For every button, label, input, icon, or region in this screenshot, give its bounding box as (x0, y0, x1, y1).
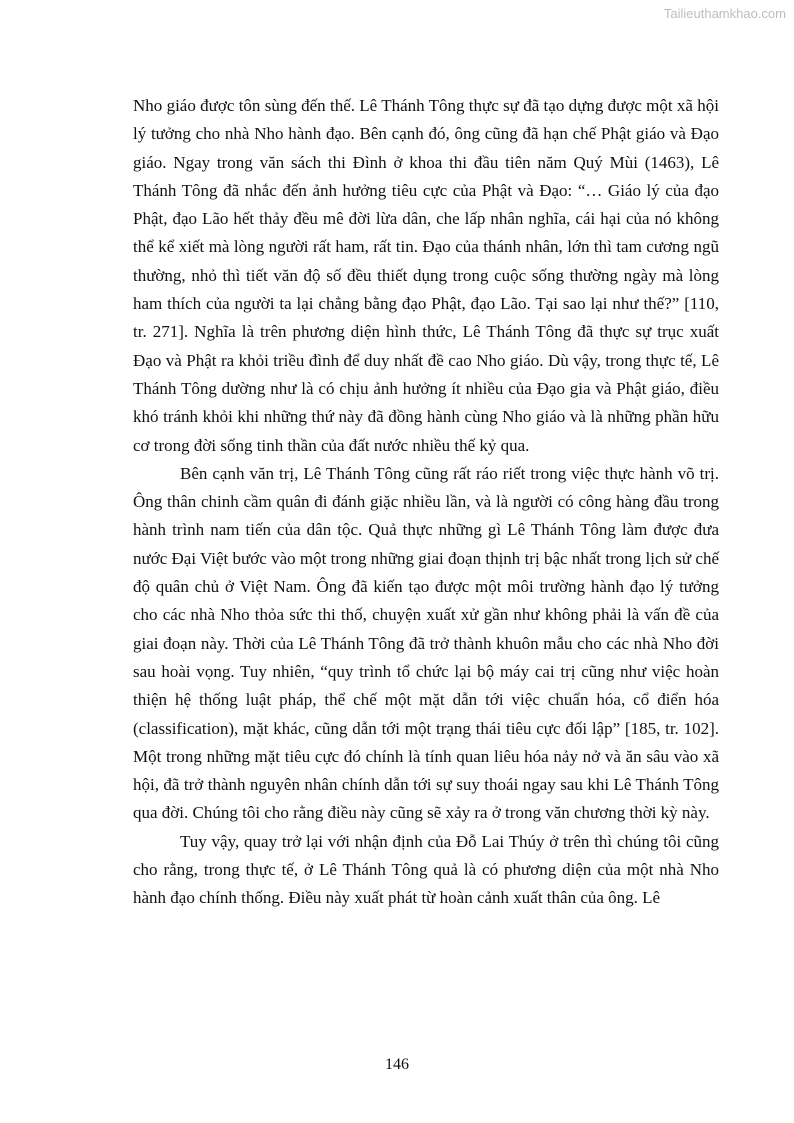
paragraph-2: Bên cạnh văn trị, Lê Thánh Tông cũng rất ráo riết trong việc thực hành võ trị. Ông thân chinh cầm quân đi đánh giặc nhiều lần, và là người có công hàng đầu trong hành trình nam tiến của dân tộc. Quả thực những gì Lê Thánh Tông làm được đưa nước Đại Việt bước vào một trong những giai đoạn thịnh trị bậc nhất trong lịch sử chế độ quân chủ ở Việt Nam. Ông đã kiến tạo được một môi trường hành đạo lý tưởng cho các nhà Nho thỏa sức thi thố, chuyện xuất xử gần như không phải là vấn đề của giai đoạn này. Thời của Lê Thánh Tông đã trở thành khuôn mẫu cho các nhà Nho đời sau hoài vọng. Tuy nhiên, “quy trình tổ chức lại bộ máy cai trị cũng như việc hoàn thiện hệ thống luật pháp, thể chế một mặt dẫn tới việc chuẩn hóa, cổ điển hóa (classification), mặt khác, cũng dẫn tới một trạng thái tiêu cực đối lập” [185, tr. 102]. Một trong những mặt tiêu cực đó chính là tính quan liêu hóa nảy nở và ăn sâu vào xã hội, đã trở thành nguyên nhân chính dẫn tới sự suy thoái ngay sau khi Lê Thánh Tông qua đời. Chúng tôi cho rằng điều này cũng sẽ xảy ra ở trong văn chương thời kỳ này. (133, 463, 719, 823)
paragraph-3: Tuy vậy, quay trở lại với nhận định của Đỗ Lai Thúy ở trên thì chúng tôi cũng cho rằng, trong thực tế, ở Lê Thánh Tông quả là có phương diện của một nhà Nho hành đạo chính thống. Điều này xuất phát từ hoàn cảnh xuất thân của ông. Lê (133, 831, 719, 908)
document-body (133, 92, 719, 913)
page-number: 146 (385, 1056, 409, 1073)
watermark: Tailieuthamkhao.com (663, 6, 786, 21)
paragraph-1: Nho giáo được tôn sùng đến thế. Lê Thánh Tông thực sự đã tạo dựng được một xã hội lý tưởng cho nhà Nho hành đạo. Bên cạnh đó, ông cũng đã hạn chế Phật giáo và Đạo giáo. Ngay trong văn sách thi Đình ở khoa thi đầu tiên năm Quý Mùi (1463), Lê Thánh Tông đã nhắc đến ảnh hưởng tiêu cực của Phật và Đạo: “… Giáo lý của đạo Phật, đạo Lão hết thảy đều mê đời lừa dân, che lấp nhân nghĩa, cái hại của nó không thể kể xiết mà lòng người rất ham, rất tin. Đạo của thánh nhân, lớn thì tam cương ngũ thường, nhỏ thì tiết văn độ số đều thiết dụng trong cuộc sống thường ngày mà lòng ham thích của người ta lại chẳng bằng đạo Phật, đạo Lão. Tại sao lại như thế?” [110, tr. 271]. Nghĩa là trên phương diện hình thức, Lê Thánh Tông đã thực sự trục xuất Đạo và Phật ra khỏi triều đình để duy nhất đề cao Nho giáo. Dù vậy, trong thực tế, Lê Thánh Tông dường như là có chịu ảnh hưởng ít nhiều của Đạo gia và Phật giáo, điều khó tránh khỏi khi những thứ này đã đồng hành cùng Nho giáo và là những phần hữu cơ trong đời sống tinh thần của đất nước nhiều thế kỷ qua. (133, 96, 719, 455)
